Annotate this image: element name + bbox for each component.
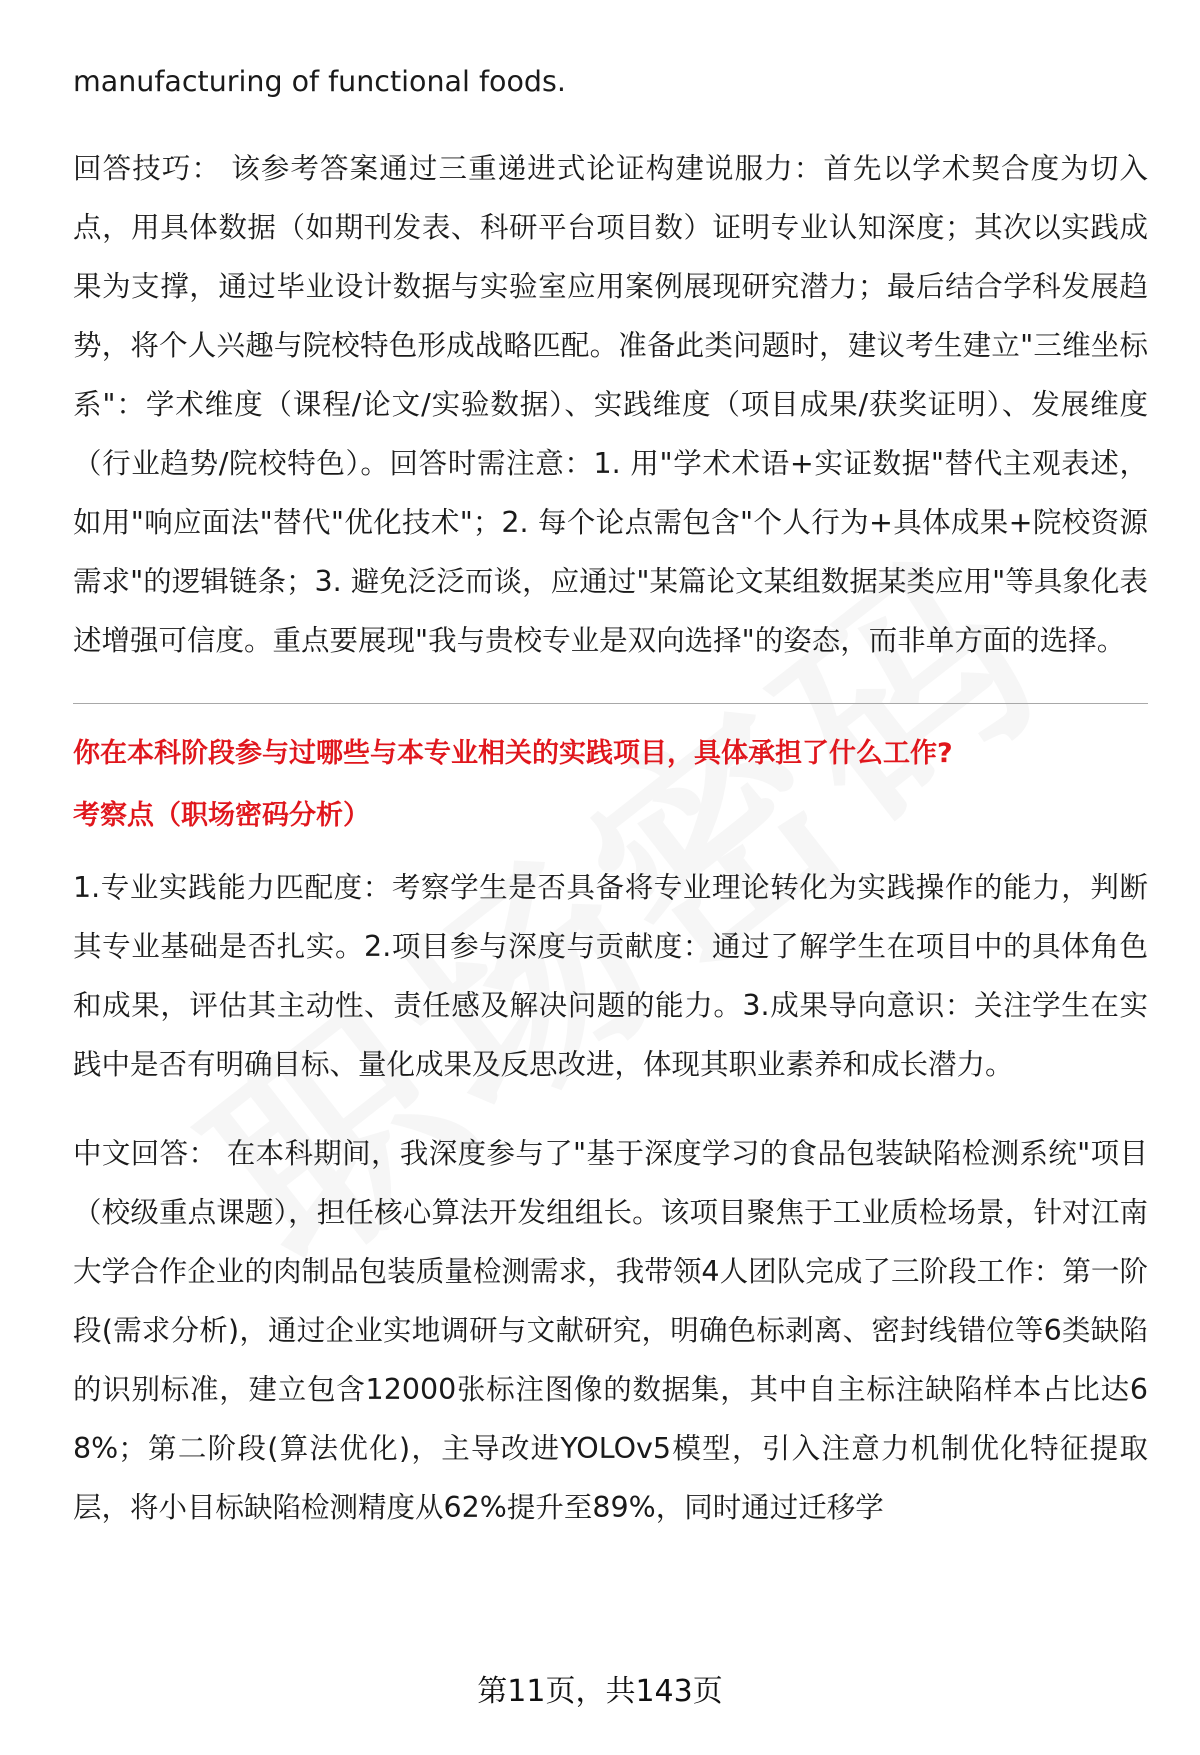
exam-points-paragraph: 1.专业实践能力匹配度：考察学生是否具备将专业理论转化为实践操作的能力，判断其专业基础是否扎实。2.项目参与深度与贡献度：通过了解学生在项目中的具体角色和成果，评估其主动性、责任感及解决问题的能力。3.成果导向意识：关注学生在实践中是否有明确目标、量化成果及反思改进，体现其职业素养和成长潜力。	[73, 871, 1148, 1081]
intro-tail-text: manufacturing of functional foods.	[73, 65, 566, 98]
question-heading: 你在本科阶段参与过哪些与本专业相关的实践项目，具体承担了什么工作?	[73, 738, 953, 769]
document-page	[73, 52, 1148, 1537]
page-number: 第11页，共143页	[477, 1674, 723, 1709]
exam-point-heading: 考察点（职场密码分析）	[73, 800, 370, 831]
chinese-answer-paragraph: 中文回答： 在本科期间，我深度参与了"基于深度学习的食品包装缺陷检测系统"项目（校级重点课题），担任核心算法开发组组长。该项目聚焦于工业质检场景，针对江南大学合作企业的肉制品包装质量检测需求，我带领4人团队完成了三阶段工作：第一阶段(需求分析)，通过企业实地调研与文献研究，明确色标剥离、密封线错位等6类缺陷的识别标准，建立包含12000张标注图像的数据集，其中自主标注缺陷样本占比达68%；第二阶段(算法优化)，主导改进YOLOv5模型，引入注意力机制优化特征提取层，将小目标缺陷检测精度从62%提升至89%，同时通过迁移学	[73, 1137, 1148, 1524]
answer-tips-paragraph: 回答技巧： 该参考答案通过三重递进式论证构建说服力：首先以学术契合度为切入点，用具体数据（如期刊发表、科研平台项目数）证明专业认知深度；其次以实践成果为支撑，通过毕业设计数据与实验室应用案例展现研究潜力；最后结合学科发展趋势，将个人兴趣与院校特色形成战略匹配。准备此类问题时，建议考生建立"三维坐标系"：学术维度（课程/论文/实验数据）、实践维度（项目成果/获奖证明）、发展维度（行业趋势/院校特色）。回答时需注意：1. 用"学术术语+实证数据"替代主观表述，如用"响应面法"替代"优化技术"；2. 每个论点需包含"个人行为+具体成果+院校资源需求"的逻辑链条；3. 避免泛泛而谈，应通过"某篇论文某组数据某类应用"等具象化表述增强可信度。重点要展现"我与贵校专业是双向选择"的姿态，而非单方面的选择。	[73, 152, 1148, 657]
